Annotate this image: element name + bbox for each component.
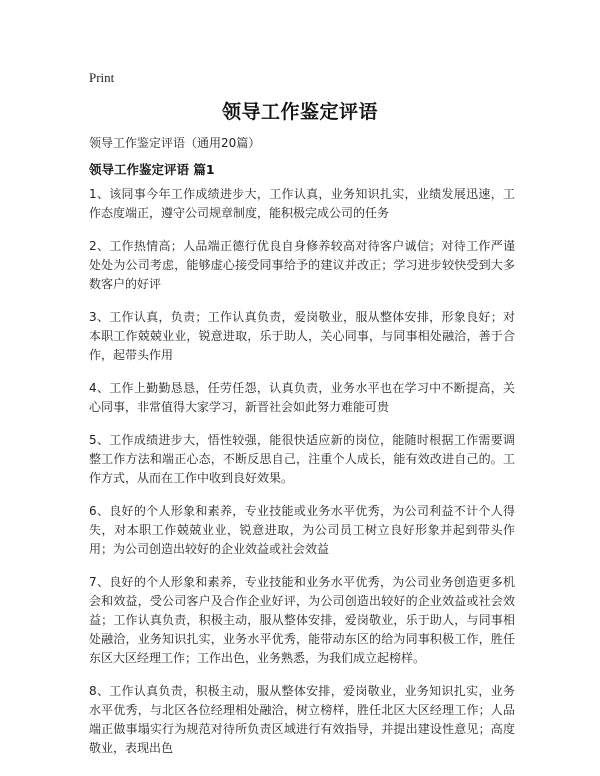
paragraph-2: 2、工作热情高；人品端正德行优良自身修养较高对待客户诚信；对待工作严谨处处为公司考虑，能够虚心接受同事给予的建议并改正；学习进步较快受到大多数客户的好评 bbox=[89, 239, 515, 291]
paragraph-8: 8、工作认真负责，积极主动，服从整体安排，爱岗敬业，业务知识扎实，业务水平优秀，与北区各位经理相处融洽，树立榜样，胜任北区大区经理工作；人品端正做事塌实行为规范对待所负责区域进行有效指导，并提出建设性意见；高度敬业，表现出色 bbox=[89, 684, 515, 755]
document-subtitle: 领导工作鉴定评语（通用20篇） bbox=[89, 136, 261, 150]
paragraph-3: 3、工作认真，负责；工作认真负责，爱岗敬业，服从整体安排，形象良好；对本职工作兢兢业业，锐意进取，乐于助人，关心同事，与同事相处融洽，善于合作，起带头作用 bbox=[89, 310, 515, 362]
section-heading: 领导工作鉴定评语 篇1 bbox=[89, 162, 215, 177]
print-label[interactable]: Print bbox=[89, 70, 115, 85]
page-title: 领导工作鉴定评语 bbox=[221, 101, 378, 123]
paragraph-7: 7、良好的个人形象和素养，专业技能和业务水平优秀，为公司业务创造更多机会和效益，受公司客户及合作企业好评，为公司创造出较好的企业效益或社会效益；工作认真负责，积极主动，服从整体安排，爱岗敬业，乐于助人，与同事相处融洽，业务知识扎实，业务水平优秀，能带动东区的给为同事积极工作，胜任东区大区经理工作；工作出色，业务熟悉，为我们成立起榜样。 bbox=[89, 575, 515, 665]
paragraph-4: 4、工作上勤勤恳恳，任劳任怨，认真负责，业务水平也在学习中不断提高，关心同事，非常值得大家学习，新晋社会如此努力难能可贵 bbox=[89, 381, 515, 414]
paragraph-list bbox=[89, 185, 515, 772]
paragraph-6: 6、良好的个人形象和素养，专业技能或业务水平优秀，为公司利益不计个人得失，对本职工作兢兢业业，锐意进取，为公司员工树立良好形象并起到带头作用；为公司创造出较好的企业效益或社会效益 bbox=[89, 504, 515, 556]
paragraph-1: 1、该同事今年工作成绩进步大，工作认真，业务知识扎实，业绩发展迅速，工作态度端正，遵守公司规章制度，能积极完成公司的任务 bbox=[89, 187, 515, 220]
paragraph-5: 5、工作成绩进步大，悟性较强，能很快适应新的岗位，能随时根据工作需要调整工作方法和端正心态，不断反思自己，注重个人成长，能有效改进自己的。工作方式，从而在工作中收到良好效果。 bbox=[89, 433, 515, 485]
